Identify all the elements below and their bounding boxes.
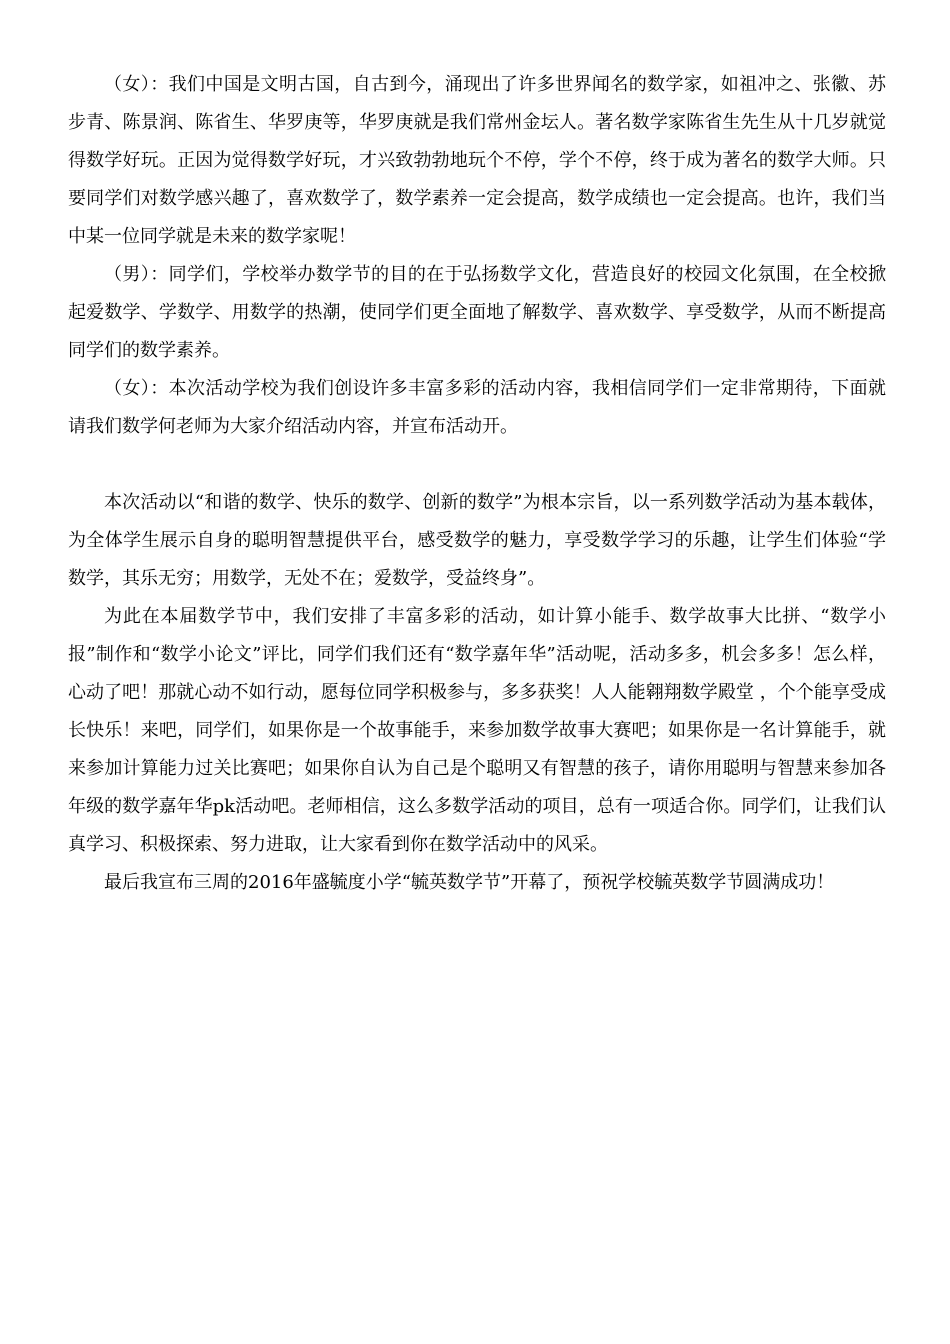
paragraph-activity-list: 为此在本届数学节中，我们安排了丰富多彩的活动，如计算小能手、数学故事大比拼、“数学小报”制作和“数学小论文”评比，同学们我们还有“数学嘉年华”活动呢，活动多多，机会多多！怎么样，心动了吧！那就心动不如行动，愿每位同学积极参与，多多获奖！人人能翱翔数学殿堂 ，个个能享受成长快乐！来吧，同学们，如果你是一个故事能手，来参加数学故事大赛吧；如果你是一名计算能手，就来参加计算能力过关比赛吧；如果你自认为自己是个聪明又有智慧的孩子，请你用聪明与智慧来参加各年级的数学嘉年华pk活动吧。老师相信，这么多数学活动的项目，总有一项适合你。同学们，让我们认真学习、积极探索、努力进取，让大家看到你在数学活动中的风采。 <box>68 606 886 855</box>
paragraph-female-intro: （女）：我们中国是文明古国，自古到今，涌现出了许多世界闻名的数学家，如祖冲之、张徽、苏步青、陈景润、陈省生、华罗庚等，华罗庚就是我们常州金坛人。著名数学家陈省生先生从十几岁就觉得数学好玩。正因为觉得数学好玩，才兴致勃勃地玩个不停，学个不停，终于成为著名的数学大师。只要同学们对数学感兴趣了，喜欢数学了，数学素养一定会提高，数学成绩也一定会提高。也许，我们当中某一位同学就是未来的数学家呢！ <box>68 74 886 247</box>
paragraph-gap <box>68 446 886 484</box>
paragraph-activity-aim: 本次活动以“和谐的数学、快乐的数学、创新的数学”为根本宗旨，以一系列数学活动为基本载体，为全体学生展示自身的聪明智慧提供平台，感受数学的魅力，享受数学学习的乐趣，让学生们体验“学数学，其乐无穷；用数学，无处不在；爱数学，受益终身”。 <box>68 492 886 589</box>
paragraph-opening-declaration: 最后我宣布三周的2016年盛毓度小学“毓英数学节”开幕了，预祝学校毓英数学节圆满成功！ <box>104 872 835 893</box>
paragraph-male-purpose: （男）：同学们，学校举办数学节的目的在于弘扬数学文化，营造良好的校园文化氛围，在全校掀起爱数学、学数学、用数学的热潮，使同学们更全面地了解数学、喜欢数学、享受数学，从而不断提高同学们的数学素养。 <box>68 264 886 361</box>
document-body <box>68 66 886 902</box>
paragraph-female-invite: （女）：本次活动学校为我们创设许多丰富多彩的活动内容，我相信同学们一定非常期待，下面就请我们数学何老师为大家介绍活动内容，并宣布活动开。 <box>68 378 886 437</box>
